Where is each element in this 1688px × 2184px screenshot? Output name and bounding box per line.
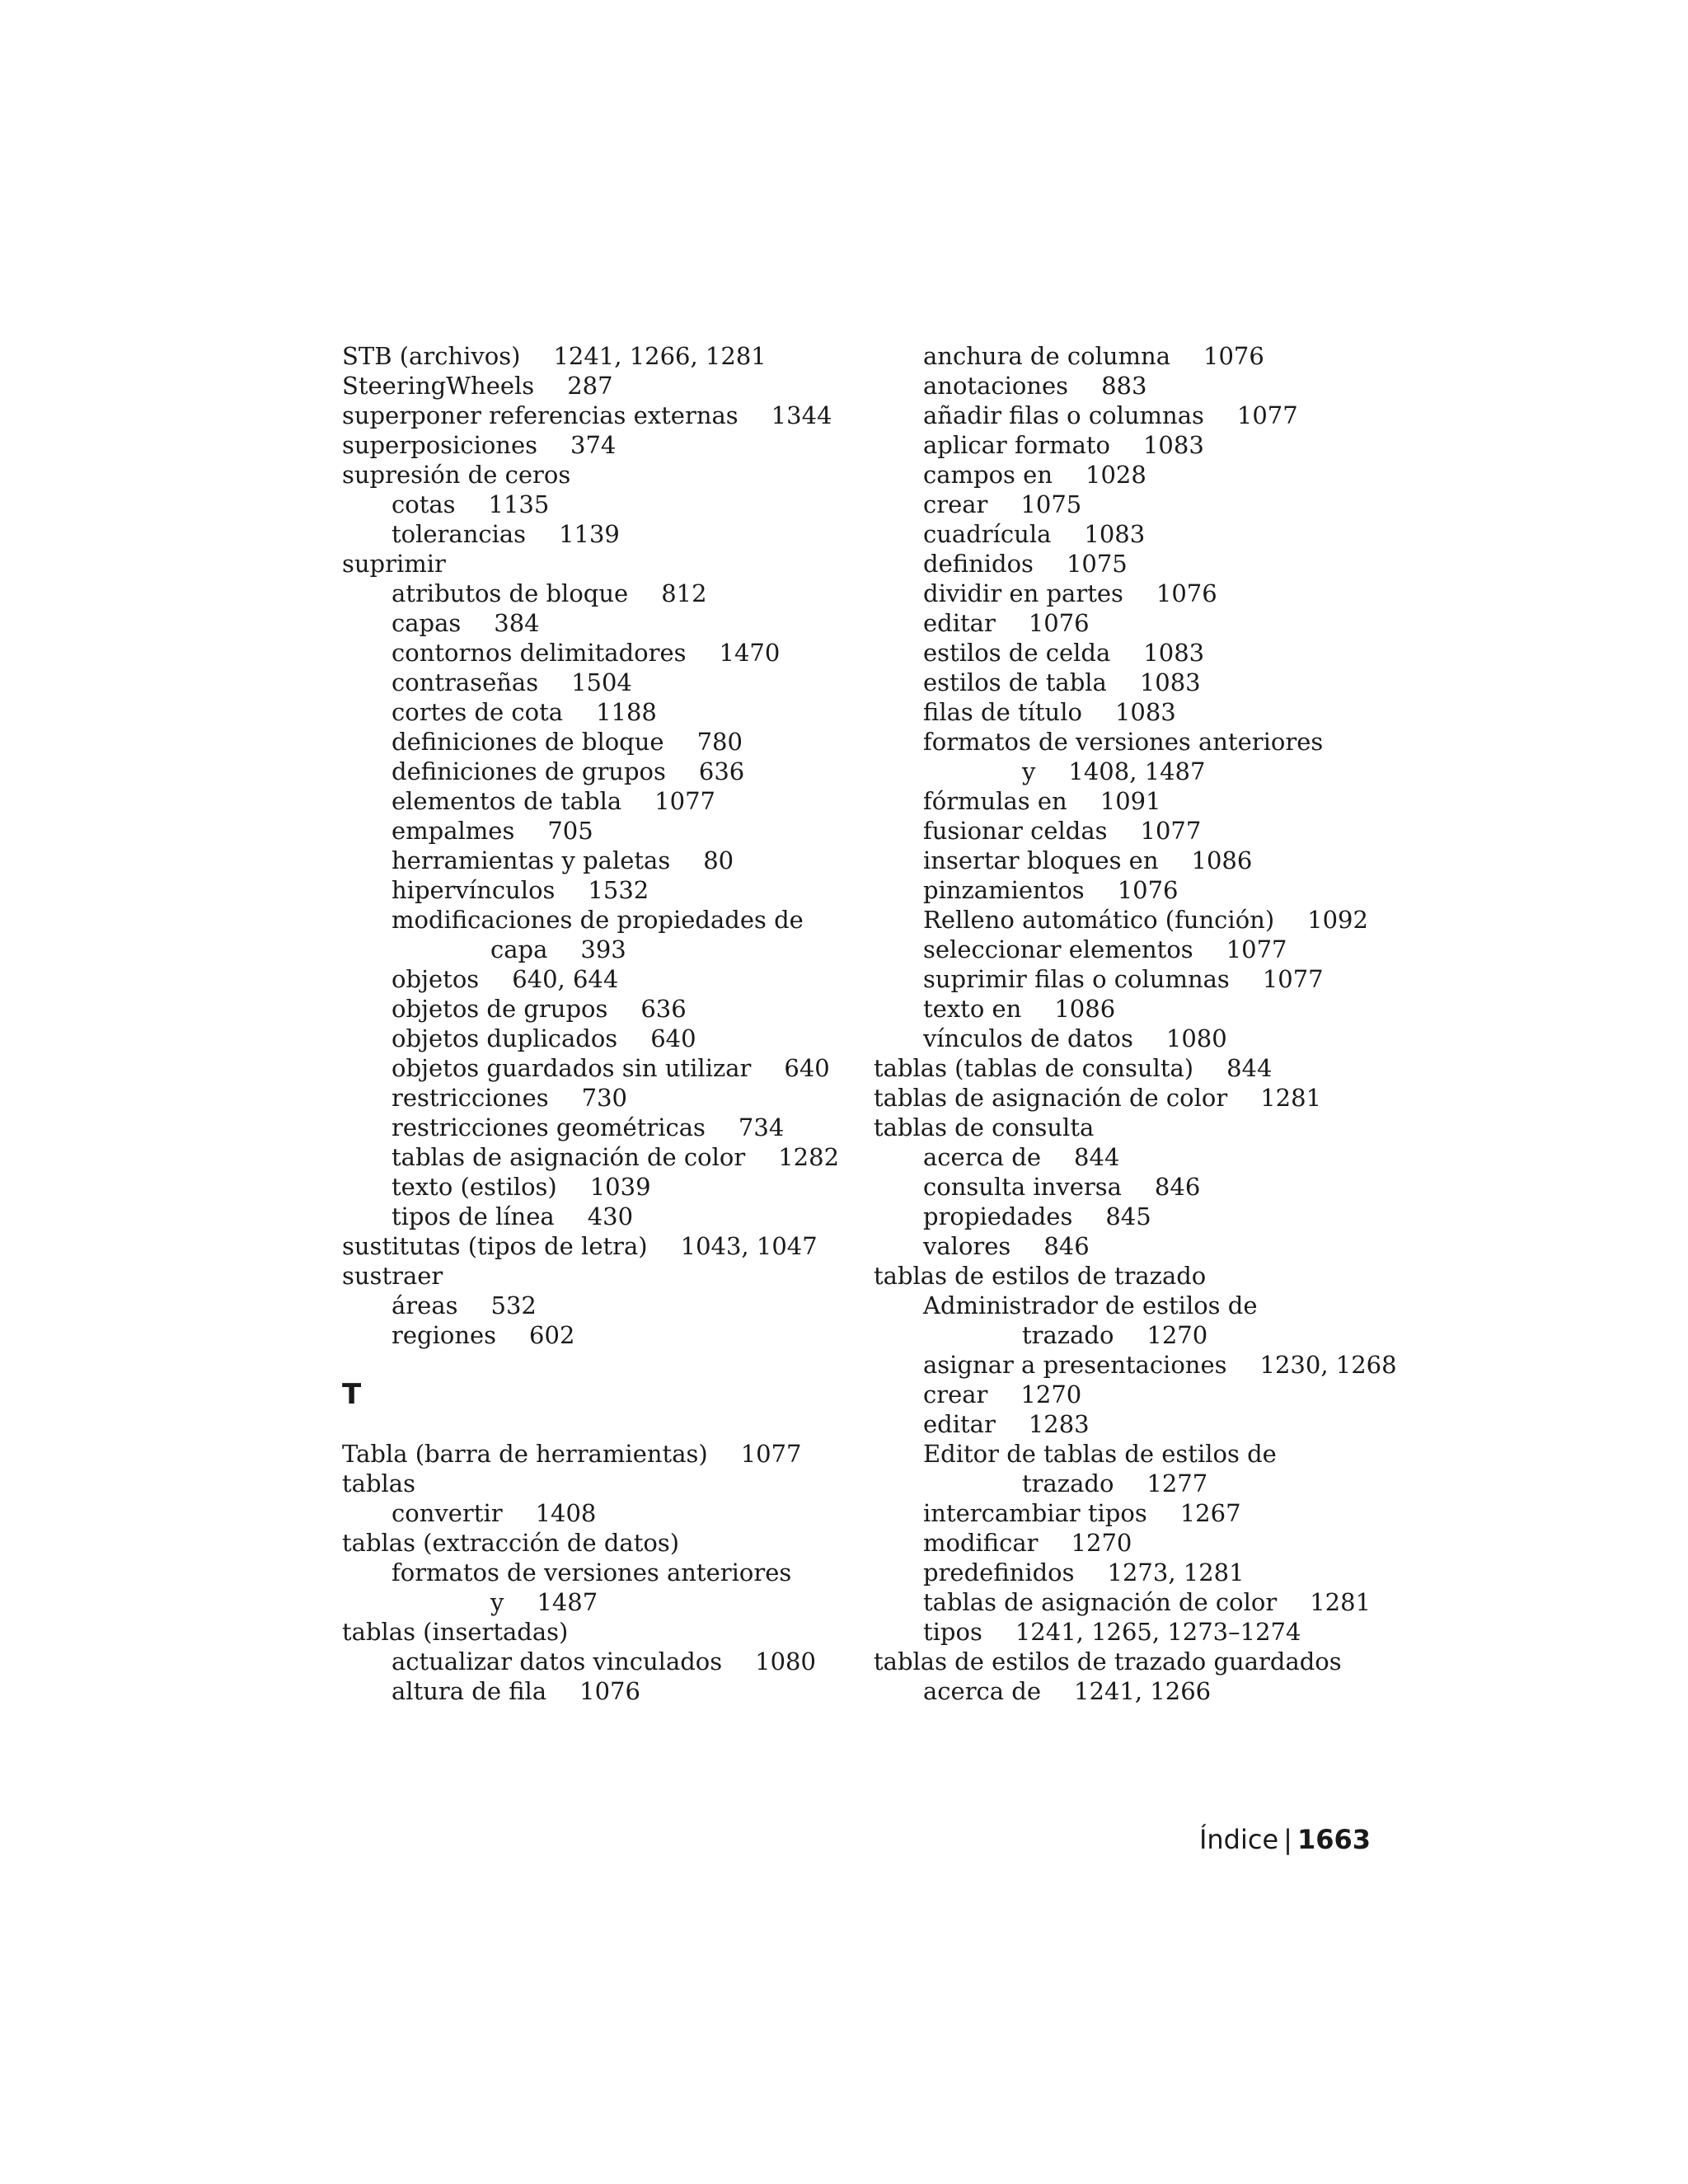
index-entry: [874, 1261, 1401, 1291]
index-page-refs: 430: [587, 1202, 634, 1230]
index-entry: [874, 460, 1401, 490]
index-entry: [874, 1617, 1401, 1647]
index-term: valores: [923, 1232, 1011, 1260]
index-page-refs: 1241, 1266, 1281: [553, 342, 767, 370]
index-term: predefinidos: [923, 1558, 1075, 1586]
index-term: tablas (tablas de consulta): [874, 1054, 1194, 1082]
index-entry: [342, 1261, 870, 1291]
index-term: STB (archivos): [342, 342, 521, 370]
index-term: estilos de tabla: [923, 668, 1107, 696]
index-term: tablas de consulta: [874, 1113, 1095, 1141]
index-entry: [342, 1172, 870, 1202]
index-page-refs: 1083: [1084, 520, 1146, 548]
index-entry: [874, 1083, 1401, 1113]
index-page-refs: 1241, 1266: [1074, 1677, 1212, 1705]
index-page-refs: 1532: [588, 876, 649, 904]
index-page-refs: 1076: [1203, 342, 1264, 370]
index-term: Tabla (barra de herramientas): [342, 1440, 708, 1468]
index-term: Administrador de estilos de: [923, 1291, 1258, 1319]
index-page-refs: 1077: [740, 1440, 802, 1468]
index-entry: [874, 875, 1401, 905]
index-term: campos en: [923, 461, 1053, 489]
index-entry: [342, 430, 870, 460]
index-entry: [342, 1647, 870, 1676]
index-term: modificar: [923, 1529, 1039, 1557]
index-term: intercambiar tipos: [923, 1499, 1147, 1527]
index-entry: [874, 608, 1401, 638]
index-entry: [874, 1469, 1401, 1498]
index-term: tablas de asignación de color: [923, 1588, 1278, 1616]
index-entry: [874, 905, 1401, 935]
index-entry: [874, 1558, 1401, 1587]
index-entry: [874, 668, 1401, 697]
index-entry: [874, 727, 1401, 757]
index-term: objetos de grupos: [392, 995, 608, 1023]
index-term: propiedades: [923, 1202, 1073, 1230]
index-entry: [342, 816, 870, 846]
index-entry: [342, 1202, 870, 1231]
index-term: anchura de columna: [923, 342, 1170, 370]
index-entry: [874, 1113, 1401, 1142]
index-term: consulta inversa: [923, 1173, 1122, 1201]
index-page-refs: 1039: [589, 1173, 651, 1201]
index-page-refs: 393: [580, 935, 626, 963]
index-page-refs: 845: [1105, 1202, 1151, 1230]
index-entry: [342, 579, 870, 608]
index-entry: [342, 1291, 870, 1320]
index-term: restricciones: [392, 1084, 549, 1112]
index-page-refs: 1241, 1265, 1273–1274: [1015, 1618, 1301, 1646]
index-page-refs: 80: [703, 846, 734, 874]
index-entry: [874, 964, 1401, 994]
index-entry: [342, 935, 870, 964]
index-entry: [342, 757, 870, 786]
index-entry: [342, 994, 870, 1024]
index-page-refs: 1344: [771, 401, 832, 429]
index-term: cotas: [392, 490, 456, 518]
index-page-refs: 1273, 1281: [1107, 1558, 1245, 1586]
index-term: tablas de asignación de color: [392, 1143, 746, 1171]
index-term: dividir en partes: [923, 579, 1123, 607]
index-entry: [874, 1676, 1401, 1706]
index-term: tablas de asignación de color: [874, 1084, 1228, 1112]
index-column-right: [874, 341, 1401, 1706]
index-page-refs: 1487: [537, 1588, 598, 1616]
index-page-refs: 1080: [755, 1647, 816, 1675]
index-entry: [342, 1528, 870, 1558]
index-term: capa: [490, 935, 548, 963]
index-page-refs: 844: [1074, 1143, 1120, 1171]
index-term: superponer referencias externas: [342, 401, 738, 429]
index-page-refs: 1075: [1020, 490, 1082, 518]
index-entry: [342, 401, 870, 430]
index-page-refs: 1076: [1117, 876, 1179, 904]
index-entry: [874, 786, 1401, 816]
index-term: convertir: [392, 1499, 503, 1527]
index-term: añadir filas o columnas: [923, 401, 1204, 429]
index-entry: [874, 1231, 1401, 1261]
index-entry: [874, 1528, 1401, 1558]
index-page-refs: 1077: [1226, 935, 1287, 963]
index-entry: [342, 668, 870, 697]
index-term: crear: [923, 1380, 988, 1408]
index-page-refs: 1092: [1307, 906, 1368, 934]
index-entry: [874, 994, 1401, 1024]
index-page-refs: 846: [1043, 1232, 1090, 1260]
index-page-refs: 1086: [1054, 995, 1116, 1023]
index-page-refs: 1270: [1146, 1321, 1208, 1349]
index-term: aplicar formato: [923, 431, 1110, 459]
index-term: filas de título: [923, 698, 1082, 726]
index-term: regiones: [392, 1321, 497, 1349]
page-number: 1663: [1296, 1824, 1371, 1855]
index-term: Relleno automático (función): [923, 906, 1275, 934]
index-page-refs: 1076: [1156, 579, 1217, 607]
index-page-refs: 384: [494, 609, 540, 637]
index-term: restricciones geométricas: [392, 1113, 706, 1141]
index-term: altura de fila: [392, 1677, 547, 1705]
index-entry: [342, 1676, 870, 1706]
index-term: contraseñas: [392, 668, 539, 696]
index-entry: [874, 1380, 1401, 1409]
index-entry: [874, 1024, 1401, 1053]
index-page-refs: 1188: [596, 698, 657, 726]
index-entry: [342, 727, 870, 757]
index-page-refs: 1083: [1139, 668, 1201, 696]
index-term: objetos duplicados: [392, 1024, 618, 1052]
index-entry: [874, 757, 1401, 786]
index-entry: [342, 1053, 870, 1083]
index-page-refs: 1282: [778, 1143, 840, 1171]
index-entry: [342, 875, 870, 905]
index-term: definidos: [923, 550, 1034, 578]
index-page-refs: 1043, 1047: [680, 1232, 818, 1260]
index-entry: [874, 371, 1401, 401]
index-entry: [874, 1142, 1401, 1172]
index-entry: [342, 1231, 870, 1261]
index-term: seleccionar elementos: [923, 935, 1193, 963]
index-column-left: [342, 341, 870, 1706]
index-entry: [342, 1083, 870, 1113]
index-term: tablas: [342, 1469, 415, 1497]
index-page-refs: 1077: [654, 787, 715, 815]
index-page-refs: 844: [1226, 1054, 1273, 1082]
index-entry: [342, 460, 870, 490]
index-entry: [874, 519, 1401, 549]
footer-section-title: Índice: [1198, 1824, 1279, 1855]
index-page-refs: 1080: [1165, 1024, 1227, 1052]
index-entry: [342, 697, 870, 727]
index-entry: [874, 816, 1401, 846]
index-entry: [342, 1439, 870, 1469]
index-page-refs: 1470: [719, 639, 781, 667]
index-page-refs: 1077: [1140, 817, 1202, 845]
index-page-refs: 636: [698, 757, 745, 785]
index-entry: [342, 371, 870, 401]
index-entry: [874, 490, 1401, 519]
index-entry: [874, 638, 1401, 668]
index-entry: [342, 608, 870, 638]
index-term: asignar a presentaciones: [923, 1351, 1227, 1379]
index-entry: [342, 1498, 870, 1528]
index-entry: [342, 341, 870, 371]
index-entry: [342, 1558, 870, 1587]
index-term: texto (estilos): [392, 1173, 557, 1201]
index-term: sustitutas (tipos de letra): [342, 1232, 648, 1260]
index-entry: [874, 697, 1401, 727]
index-page-refs: 780: [696, 728, 743, 756]
index-entries-t: [342, 1439, 870, 1706]
index-term: crear: [923, 490, 988, 518]
index-page-refs: 1076: [579, 1677, 640, 1705]
index-term: editar: [923, 609, 996, 637]
index-term: editar: [923, 1410, 996, 1438]
index-entry: [874, 1320, 1401, 1350]
index-term: superposiciones: [342, 431, 538, 459]
index-term: tolerancias: [392, 520, 527, 548]
index-term: estilos de celda: [923, 639, 1111, 667]
index-page-refs: 1408: [535, 1499, 597, 1527]
index-term: tablas (extracción de datos): [342, 1529, 680, 1557]
index-term: anotaciones: [923, 372, 1069, 400]
index-entry: [874, 1439, 1401, 1469]
index-entry: [874, 1053, 1401, 1083]
index-entry: [342, 1320, 870, 1350]
index-term: tablas de estilos de trazado: [874, 1262, 1207, 1290]
index-page-refs: 1077: [1262, 965, 1324, 993]
index-term: SteeringWheels: [342, 372, 535, 400]
index-entry: [342, 1587, 870, 1617]
index-page-refs: 1270: [1020, 1380, 1082, 1408]
index-entry: [874, 1291, 1401, 1320]
index-term: formatos de versiones anteriores: [392, 1558, 792, 1586]
index-page-refs: 1277: [1146, 1469, 1208, 1497]
index-entry: [874, 935, 1401, 964]
index-term: vínculos de datos: [923, 1024, 1133, 1052]
index-page-refs: 1281: [1260, 1084, 1322, 1112]
index-term: hipervínculos: [392, 876, 556, 904]
index-term: capas: [392, 609, 462, 637]
index-entry: [874, 1587, 1401, 1617]
index-entry: [342, 1024, 870, 1053]
index-page-refs: 812: [661, 579, 707, 607]
index-term: Editor de tablas de estilos de: [923, 1440, 1277, 1468]
index-term: definiciones de bloque: [392, 728, 664, 756]
index-page-refs: 1504: [571, 668, 632, 696]
index-page-refs: 532: [490, 1291, 537, 1319]
index-term: suprimir filas o columnas: [923, 965, 1230, 993]
index-entry: [874, 1647, 1401, 1676]
index-term: texto en: [923, 995, 1022, 1023]
index-entry: [342, 490, 870, 519]
index-entry: [874, 1172, 1401, 1202]
section-heading-t: T: [342, 1378, 362, 1411]
index-term: supresión de ceros: [342, 461, 571, 489]
index-page-refs: 636: [640, 995, 687, 1023]
index-entry: [874, 1498, 1401, 1528]
index-entry: [342, 786, 870, 816]
index-term: sustraer: [342, 1262, 443, 1290]
index-page-refs: 730: [581, 1084, 627, 1112]
index-page-refs: 734: [738, 1113, 785, 1141]
index-term: acerca de: [923, 1677, 1042, 1705]
index-term: empalmes: [392, 817, 515, 845]
index-term: trazado: [1022, 1469, 1114, 1497]
index-entry: [342, 1469, 870, 1498]
page-footer: [1199, 1823, 1371, 1856]
index-term: tablas (insertadas): [342, 1618, 569, 1646]
index-page-refs: 1408, 1487: [1068, 757, 1206, 785]
index-term: suprimir: [342, 550, 446, 578]
index-page-refs: 883: [1101, 372, 1147, 400]
index-term: pinzamientos: [923, 876, 1085, 904]
index-page-refs: 287: [567, 372, 613, 400]
index-entry: [342, 1113, 870, 1142]
index-entry: [874, 1409, 1401, 1439]
index-page-refs: 1086: [1191, 846, 1253, 874]
index-entries-t-continued: [874, 341, 1401, 1706]
index-entry: [874, 1350, 1401, 1380]
index-page-refs: 1076: [1028, 609, 1090, 637]
index-entry: [342, 1142, 870, 1172]
index-entry: [342, 638, 870, 668]
index-term: acerca de: [923, 1143, 1042, 1171]
index-page-refs: 1083: [1114, 698, 1176, 726]
index-term: objetos guardados sin utilizar: [392, 1054, 752, 1082]
index-page-refs: 1083: [1143, 639, 1205, 667]
index-page-refs: 1230, 1268: [1259, 1351, 1397, 1379]
index-page-refs: 846: [1154, 1173, 1201, 1201]
index-term: cortes de cota: [392, 698, 564, 726]
index-page-refs: 1135: [488, 490, 550, 518]
index-page-refs: 1077: [1236, 401, 1298, 429]
index-page-refs: 1028: [1085, 461, 1146, 489]
index-entry: [342, 846, 870, 875]
index-page-refs: 705: [547, 817, 593, 845]
index-page-refs: 1267: [1179, 1499, 1241, 1527]
index-entry: [874, 1202, 1401, 1231]
index-entry: [342, 549, 870, 579]
index-entry: [342, 1617, 870, 1647]
index-page-refs: 1091: [1100, 787, 1161, 815]
index-term: elementos de tabla: [392, 787, 622, 815]
index-page-refs: 640: [650, 1024, 696, 1052]
index-entry: [342, 964, 870, 994]
index-term: fórmulas en: [923, 787, 1067, 815]
index-entry: [342, 905, 870, 935]
index-term: definiciones de grupos: [392, 757, 666, 785]
index-page-refs: 374: [570, 431, 617, 459]
index-page-refs: 1075: [1066, 550, 1128, 578]
index-term: modificaciones de propiedades de: [392, 906, 804, 934]
index-term: tipos de línea: [392, 1202, 555, 1230]
index-page-refs: 1270: [1071, 1529, 1132, 1557]
index-page-refs: 640, 644: [512, 965, 619, 993]
index-page-refs: 1139: [559, 520, 620, 548]
index-term: atributos de bloque: [392, 579, 629, 607]
footer-separator: |: [1283, 1824, 1292, 1855]
index-page-refs: 1281: [1310, 1588, 1372, 1616]
index-entry: [874, 430, 1401, 460]
index-entry: [874, 401, 1401, 430]
index-page-refs: 640: [784, 1054, 830, 1082]
index-term: insertar bloques en: [923, 846, 1159, 874]
index-term: cuadrícula: [923, 520, 1052, 548]
index-page-refs: 602: [529, 1321, 575, 1349]
index-entries-s: [342, 341, 870, 1350]
index-term: formatos de versiones anteriores: [923, 728, 1324, 756]
index-entry: [874, 579, 1401, 608]
index-term: áreas: [392, 1291, 458, 1319]
index-term: y: [490, 1588, 504, 1616]
index-entry: [874, 846, 1401, 875]
index-term: tablas de estilos de trazado guardados: [874, 1647, 1342, 1675]
index-term: trazado: [1022, 1321, 1114, 1349]
index-term: fusionar celdas: [923, 817, 1108, 845]
index-term: herramientas y paletas: [392, 846, 671, 874]
index-entry: [342, 519, 870, 549]
index-entry: [874, 341, 1401, 371]
index-term: actualizar datos vinculados: [392, 1647, 723, 1675]
index-term: y: [1022, 757, 1036, 785]
index-term: objetos: [392, 965, 480, 993]
index-term: contornos delimitadores: [392, 639, 687, 667]
index-term: tipos: [923, 1618, 982, 1646]
index-entry: [874, 549, 1401, 579]
index-page-refs: 1283: [1028, 1410, 1090, 1438]
index-page-refs: 1083: [1142, 431, 1204, 459]
